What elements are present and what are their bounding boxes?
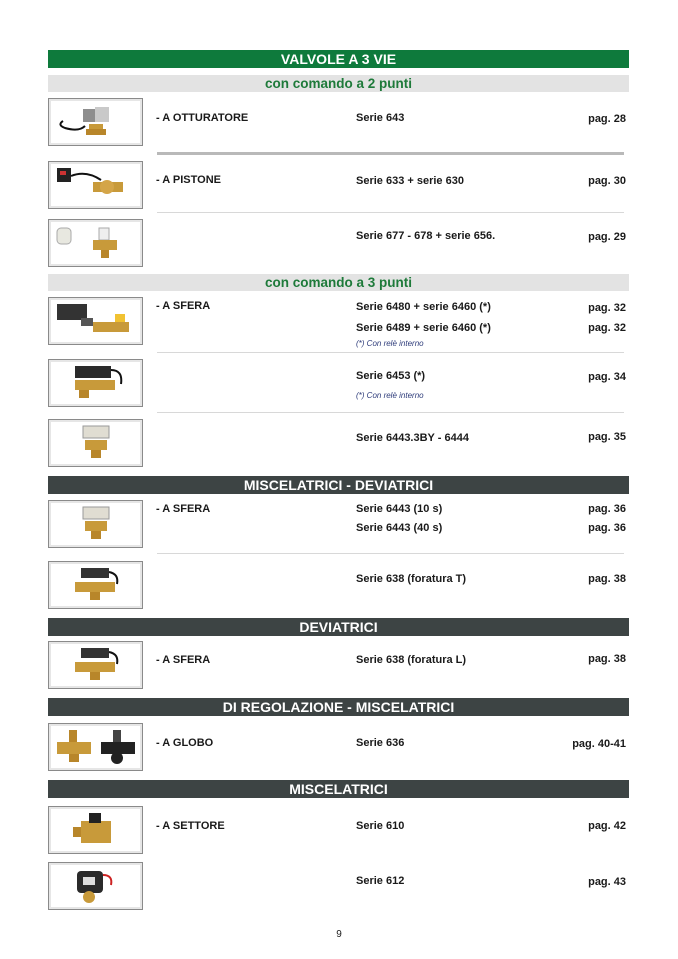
row-page-secondary[interactable]: pag. 32 — [588, 322, 626, 334]
section-miscelatrici-deviatrici: MISCELATRICI - DEVIATRICI — [48, 476, 629, 494]
row-serie: Serie 6480 + serie 6460 (*) — [356, 301, 491, 313]
product-image-610 — [48, 806, 143, 854]
row-type: - A SFERA — [156, 503, 211, 515]
row-page[interactable]: pag. 38 — [588, 573, 626, 585]
row-serie: Serie 643 — [356, 112, 405, 124]
row-type: - A SFERA — [156, 300, 211, 312]
row-page[interactable]: pag. 35 — [588, 431, 626, 443]
row-page[interactable]: pag. 29 — [588, 231, 626, 243]
divider — [157, 553, 624, 554]
row-type: - A OTTURATORE — [156, 112, 249, 124]
divider — [157, 352, 624, 353]
divider — [157, 212, 624, 213]
divider — [157, 152, 624, 155]
row-page[interactable]: pag. 42 — [588, 820, 626, 832]
row-serie: Serie 6443 (10 s) — [356, 503, 443, 515]
row-serie: Serie 677 - 678 + serie 656. — [356, 230, 496, 242]
product-image-636 — [48, 723, 143, 771]
row-note: (*) Con relè interno — [356, 391, 424, 400]
section-regolazione-miscelatrici: DI REGOLAZIONE - MISCELATRICI — [48, 698, 629, 716]
row-type: - A PISTONE — [156, 174, 221, 186]
subsection-2-punti: con comando a 2 punti — [48, 75, 629, 92]
row-page[interactable]: pag. 38 — [588, 653, 626, 665]
product-image-638-l — [48, 641, 143, 689]
product-image-612 — [48, 862, 143, 910]
row-page[interactable]: pag. 43 — [588, 876, 626, 888]
row-page[interactable]: pag. 34 — [588, 371, 626, 383]
row-page[interactable]: pag. 36 — [588, 503, 626, 515]
row-serie: Serie 638 (foratura L) — [356, 654, 467, 666]
row-page-secondary[interactable]: pag. 36 — [588, 522, 626, 534]
row-serie: Serie 6443.3BY - 6444 — [356, 432, 469, 444]
row-note: (*) Con relè interno — [356, 339, 424, 348]
row-serie: Serie 636 — [356, 737, 405, 749]
product-image-6443 — [48, 500, 143, 548]
row-serie: Serie 638 (foratura T) — [356, 573, 467, 585]
product-image-6480 — [48, 297, 143, 345]
page-number: 9 — [336, 929, 342, 940]
product-image-6443-3by — [48, 419, 143, 467]
row-page[interactable]: pag. 30 — [588, 175, 626, 187]
row-serie-secondary: Serie 6443 (40 s) — [356, 522, 443, 534]
row-page[interactable]: pag. 40-41 — [572, 738, 626, 750]
row-type: - A SETTORE — [156, 820, 225, 832]
row-type: - A SFERA — [156, 654, 211, 666]
row-serie-secondary: Serie 6489 + serie 6460 (*) — [356, 322, 491, 334]
product-image-633 — [48, 161, 143, 209]
row-page[interactable]: pag. 28 — [588, 113, 626, 125]
product-image-677 — [48, 219, 143, 267]
row-serie: Serie 6453 (*) — [356, 370, 426, 382]
product-image-643 — [48, 98, 143, 146]
row-type: - A GLOBO — [156, 737, 214, 749]
section-miscelatrici: MISCELATRICI — [48, 780, 629, 798]
subsection-3-punti: con comando a 3 punti — [48, 274, 629, 291]
row-page[interactable]: pag. 32 — [588, 302, 626, 314]
divider — [157, 412, 624, 413]
row-serie: Serie 610 — [356, 820, 405, 832]
section-deviatrici: DEVIATRICI — [48, 618, 629, 636]
row-serie: Serie 612 — [356, 875, 405, 887]
section-title-valvole-3-vie: VALVOLE A 3 VIE — [48, 50, 629, 68]
product-image-6453 — [48, 359, 143, 407]
product-image-638-t — [48, 561, 143, 609]
row-serie: Serie 633 + serie 630 — [356, 175, 464, 187]
